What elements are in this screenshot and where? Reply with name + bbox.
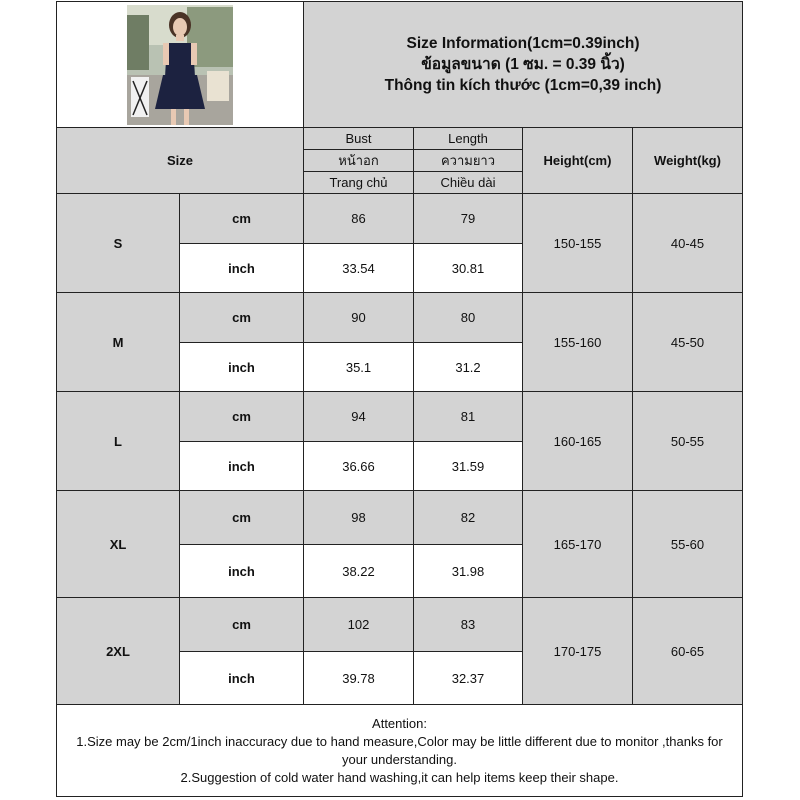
bust-header-vi: Trang chủ	[304, 172, 414, 194]
length-value: 81	[414, 392, 523, 442]
size-label: L	[57, 392, 180, 491]
height-value: 160-165	[523, 392, 633, 491]
table-row	[57, 293, 743, 343]
length-value: 82	[414, 491, 523, 545]
attention-note	[57, 705, 743, 797]
info-line-en: Size Information(1cm=0.39inch)	[406, 35, 640, 52]
unit-label: cm	[180, 598, 304, 652]
size-chart-table	[56, 1, 743, 797]
table-row	[57, 392, 743, 442]
length-value: 30.81	[414, 244, 523, 293]
bust-value: 102	[304, 598, 414, 652]
length-value: 80	[414, 293, 523, 343]
weight-value: 55-60	[633, 491, 743, 598]
height-value: 165-170	[523, 491, 633, 598]
table-row	[57, 598, 743, 652]
bust-value: 90	[304, 293, 414, 343]
unit-label: cm	[180, 392, 304, 442]
weight-header: Weight(kg)	[633, 128, 743, 194]
bust-value: 33.54	[304, 244, 414, 293]
bust-value: 94	[304, 392, 414, 442]
length-header-en: Length	[414, 128, 523, 150]
attention-row	[57, 705, 743, 797]
photo-cell	[57, 2, 304, 128]
size-label: XL	[57, 491, 180, 598]
size-label: 2XL	[57, 598, 180, 705]
length-value: 83	[414, 598, 523, 652]
unit-label: inch	[180, 545, 304, 598]
height-value: 170-175	[523, 598, 633, 705]
info-header-row	[57, 2, 743, 128]
info-line-vi: Thông tin kích thước (1cm=0,39 inch)	[384, 77, 662, 94]
length-header-th: ความยาว	[414, 150, 523, 172]
length-value: 32.37	[414, 652, 523, 705]
bust-header-th: หน้าอก	[304, 150, 414, 172]
height-header: Height(cm)	[523, 128, 633, 194]
table-row	[57, 194, 743, 244]
size-chart-sheet	[56, 0, 742, 800]
bust-value: 36.66	[304, 442, 414, 491]
attention-line-2: 2.Suggestion of cold water hand washing,it can help items keep their shape.	[180, 769, 619, 785]
height-value: 155-160	[523, 293, 633, 392]
weight-value: 50-55	[633, 392, 743, 491]
info-line-th: ข้อมูลขนาด (1 ซม. = 0.39 นิ้ว)	[421, 56, 625, 73]
unit-label: cm	[180, 293, 304, 343]
bust-value: 39.78	[304, 652, 414, 705]
weight-value: 40-45	[633, 194, 743, 293]
bust-value: 98	[304, 491, 414, 545]
weight-value: 45-50	[633, 293, 743, 392]
size-label: S	[57, 194, 180, 293]
bust-value: 86	[304, 194, 414, 244]
unit-label: cm	[180, 194, 304, 244]
weight-value: 60-65	[633, 598, 743, 705]
unit-label: inch	[180, 442, 304, 491]
model-photo	[127, 5, 233, 125]
bust-value: 35.1	[304, 343, 414, 392]
length-header-vi: Chiều dài	[414, 172, 523, 194]
info-title-cell	[304, 2, 743, 128]
size-label: M	[57, 293, 180, 392]
bust-value: 38.22	[304, 545, 414, 598]
unit-label: cm	[180, 491, 304, 545]
bust-header-en: Bust	[304, 128, 414, 150]
unit-label: inch	[180, 343, 304, 392]
column-header-row	[57, 128, 743, 150]
size-header: Size	[57, 128, 304, 194]
table-row	[57, 491, 743, 545]
length-value: 79	[414, 194, 523, 244]
unit-label: inch	[180, 652, 304, 705]
length-value: 31.98	[414, 545, 523, 598]
length-value: 31.59	[414, 442, 523, 491]
attention-title: Attention:	[372, 715, 427, 731]
unit-label: inch	[180, 244, 304, 293]
length-value: 31.2	[414, 343, 523, 392]
attention-line-1: 1.Size may be 2cm/1inch inaccuracy due to hand measure,Color may be little different due to monitor ,thanks for your understanding.	[76, 733, 723, 767]
height-value: 150-155	[523, 194, 633, 293]
